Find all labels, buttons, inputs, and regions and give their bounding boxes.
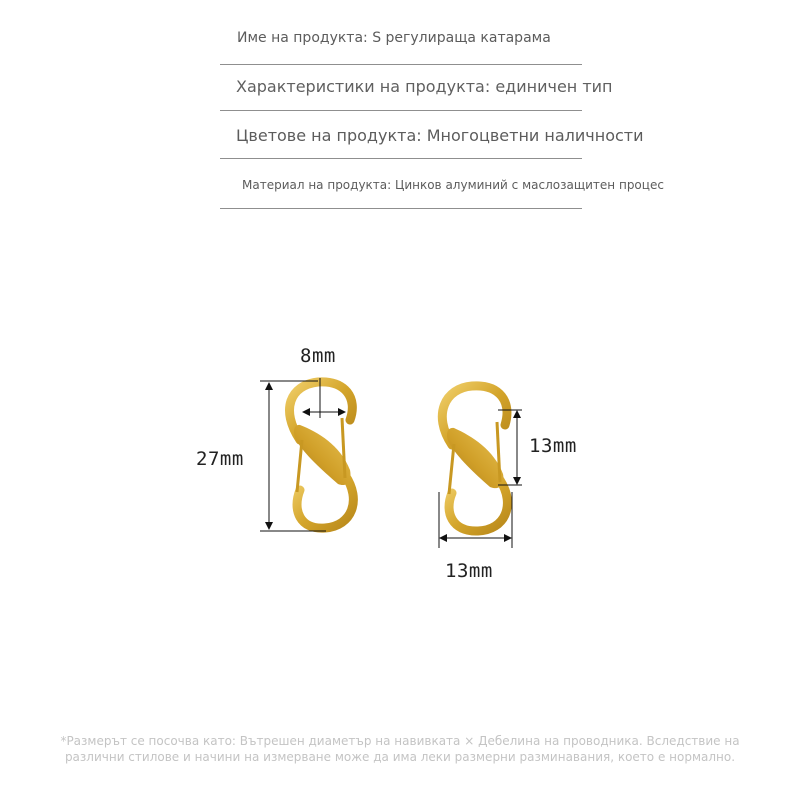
product-name-text: Име на продукта: S регулираща катарама — [237, 30, 551, 46]
dimension-side-width: 13mm — [445, 560, 493, 582]
s-buckle-front — [290, 382, 354, 528]
footnote-line-2: различни стилове и начини на измерване може да има леки размерни разминавания, което е нормално. — [64, 750, 736, 764]
dimension-length: 27mm — [196, 448, 244, 470]
s-buckle-side — [442, 386, 507, 531]
product-colors-text: Цветове на продукта: Многоцветни наличности — [236, 126, 644, 145]
dimension-inner-width: 8mm — [300, 345, 336, 367]
footnote-line-1: *Размерът се посочва като: Вътрешен диаметър на навивката × Дебелина на проводника. Вследствие на — [60, 734, 740, 748]
product-features-text: Характеристики на продукта: единичен тип — [236, 77, 613, 96]
dimension-side-height: 13mm — [529, 435, 577, 457]
product-material-text: Материал на продукта: Цинков алуминий с маслозащитен процес — [242, 178, 664, 192]
